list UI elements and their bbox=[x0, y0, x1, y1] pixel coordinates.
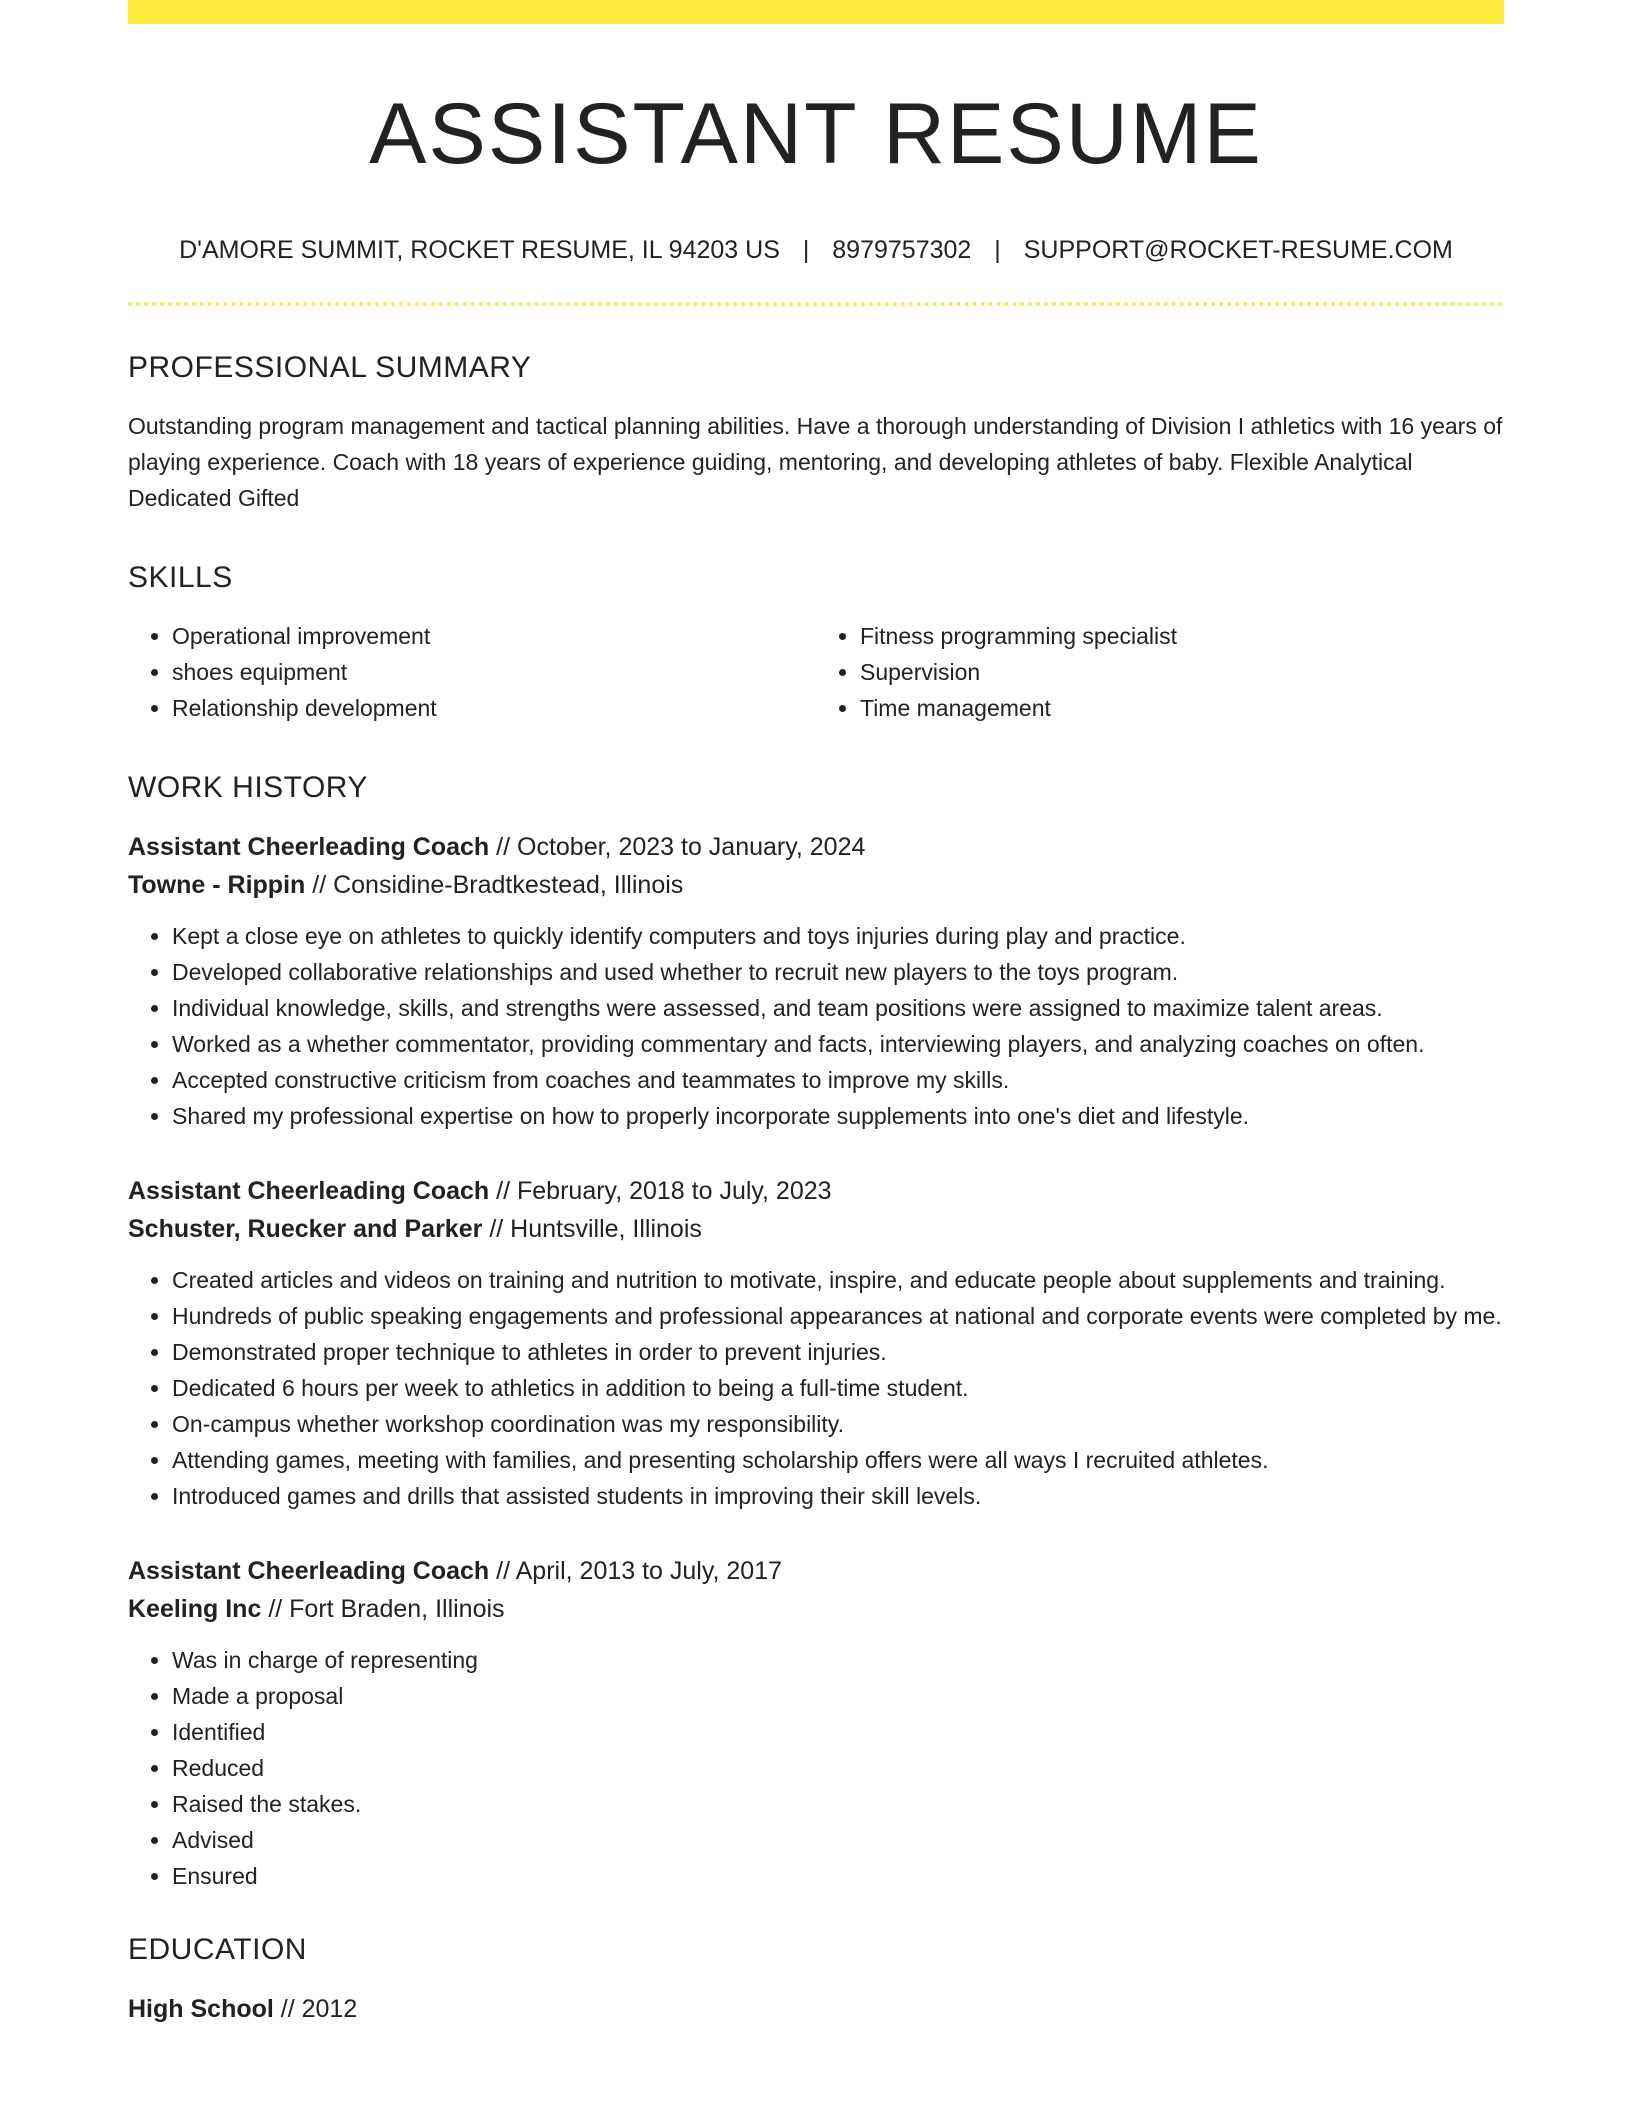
job-company: Schuster, Ruecker and Parker bbox=[128, 1215, 483, 1243]
skill-item: • Fitness programming specialist bbox=[860, 618, 1504, 654]
job-dates: // April, 2013 to July, 2017 bbox=[496, 1557, 782, 1585]
skill-item: • shoes equipment bbox=[172, 654, 816, 690]
job-dates: // February, 2018 to July, 2023 bbox=[496, 1177, 832, 1205]
job-company: Keeling Inc bbox=[128, 1595, 262, 1623]
contact-separator: | bbox=[802, 236, 810, 264]
dotted-divider bbox=[128, 302, 1504, 306]
job-bullet: • Accepted constructive criticism from coaches and teammates to improve my skills. bbox=[172, 1062, 1504, 1098]
education-title: High School bbox=[128, 1995, 274, 2023]
job-bullets bbox=[128, 1262, 1504, 1514]
contact-phone: 8979757302 bbox=[832, 236, 972, 264]
summary-section bbox=[128, 350, 1504, 516]
skills-heading: SKILLS bbox=[128, 561, 233, 594]
job-bullet: • Was in charge of representing bbox=[172, 1642, 1504, 1678]
education-entry bbox=[128, 1990, 1504, 2028]
contact-address: D'AMORE SUMMIT, ROCKET RESUME, IL 94203 US bbox=[179, 236, 780, 264]
skills-column-left bbox=[128, 618, 816, 726]
work-history-section bbox=[128, 770, 1504, 1894]
job-title-line bbox=[128, 1172, 1504, 1210]
contact-email: SUPPORT@ROCKET-RESUME.COM bbox=[1023, 236, 1453, 264]
job-bullet: • On-campus whether workshop coordination was my responsibility. bbox=[172, 1406, 1504, 1442]
education-section bbox=[128, 1932, 1504, 2028]
job-location: // Huntsville, Illinois bbox=[489, 1215, 702, 1243]
education-date: // 2012 bbox=[280, 1995, 358, 2023]
job-entry bbox=[128, 1552, 1504, 1894]
job-bullet: • Kept a close eye on athletes to quickly identify computers and toys injuries during play and practice. bbox=[172, 918, 1504, 954]
job-bullet: • Attending games, meeting with families, and presenting scholarship offers were all ways I recruited athletes. bbox=[172, 1442, 1504, 1478]
skill-item: • Supervision bbox=[860, 654, 1504, 690]
job-bullet: • Advised bbox=[172, 1822, 1504, 1858]
job-bullet: • Demonstrated proper technique to athletes in order to prevent injuries. bbox=[172, 1334, 1504, 1370]
work-history-heading: WORK HISTORY bbox=[128, 771, 368, 804]
job-company-line bbox=[128, 1590, 1504, 1628]
job-location: // Fort Braden, Illinois bbox=[268, 1595, 505, 1623]
job-dates: // October, 2023 to January, 2024 bbox=[496, 833, 866, 861]
job-bullets bbox=[128, 1642, 1504, 1894]
skills-column-right bbox=[816, 618, 1504, 726]
skills-columns bbox=[128, 618, 1504, 726]
job-location: // Considine-Bradtkestead, Illinois bbox=[312, 871, 684, 899]
job-bullet: • Dedicated 6 hours per week to athletics in addition to being a full-time student. bbox=[172, 1370, 1504, 1406]
job-bullet: • Identified bbox=[172, 1714, 1504, 1750]
job-title-line bbox=[128, 828, 1504, 866]
education-heading: EDUCATION bbox=[128, 1933, 307, 1966]
job-bullet: • Introduced games and drills that assisted students in improving their skill levels. bbox=[172, 1478, 1504, 1514]
job-bullet: • Created articles and videos on training and nutrition to motivate, inspire, and educate people about supplements and training. bbox=[172, 1262, 1504, 1298]
resume-page bbox=[128, 0, 1504, 2028]
top-accent-bar bbox=[128, 0, 1504, 24]
job-entry bbox=[128, 1172, 1504, 1514]
job-company-line bbox=[128, 866, 1504, 904]
job-entry bbox=[128, 828, 1504, 1134]
contact-line bbox=[128, 234, 1504, 266]
job-bullet: • Individual knowledge, skills, and strengths were assessed, and team positions were assigned to maximize talent areas. bbox=[172, 990, 1504, 1026]
job-title-line bbox=[128, 1552, 1504, 1590]
skill-item: • Relationship development bbox=[172, 690, 816, 726]
job-bullet: • Hundreds of public speaking engagements and professional appearances at national and corporate events were completed by me. bbox=[172, 1298, 1504, 1334]
skill-item: • Time management bbox=[860, 690, 1504, 726]
resume-title: ASSISTANT RESUME bbox=[369, 86, 1263, 182]
job-company: Towne - Rippin bbox=[128, 871, 306, 899]
job-title: Assistant Cheerleading Coach bbox=[128, 1177, 490, 1205]
job-company-line bbox=[128, 1210, 1504, 1248]
job-title: Assistant Cheerleading Coach bbox=[128, 1557, 490, 1585]
job-bullets bbox=[128, 918, 1504, 1134]
job-bullet: • Ensured bbox=[172, 1858, 1504, 1894]
summary-heading: PROFESSIONAL SUMMARY bbox=[128, 351, 532, 384]
skills-section bbox=[128, 560, 1504, 726]
contact-separator: | bbox=[994, 236, 1001, 264]
job-title: Assistant Cheerleading Coach bbox=[128, 833, 490, 861]
skill-item: • Operational improvement bbox=[172, 618, 816, 654]
job-bullet: • Developed collaborative relationships and used whether to recruit new players to the toys program. bbox=[172, 954, 1504, 990]
job-bullet: • Made a proposal bbox=[172, 1678, 1504, 1714]
job-bullet: • Raised the stakes. bbox=[172, 1786, 1504, 1822]
job-bullet: • Shared my professional expertise on how to properly incorporate supplements into one's diet and lifestyle. bbox=[172, 1098, 1504, 1134]
job-bullet: • Reduced bbox=[172, 1750, 1504, 1786]
job-bullet: • Worked as a whether commentator, providing commentary and facts, interviewing players, and analyzing coaches on often. bbox=[172, 1026, 1504, 1062]
summary-text: Outstanding program management and tactical planning abilities. Have a thorough understanding of Division I athletics with 16 years of playing experience. Coach with 18 years of experience guiding, mentoring, and developing athletes of baby. Flexible Analytical Dedicated Gifted bbox=[128, 413, 1503, 511]
